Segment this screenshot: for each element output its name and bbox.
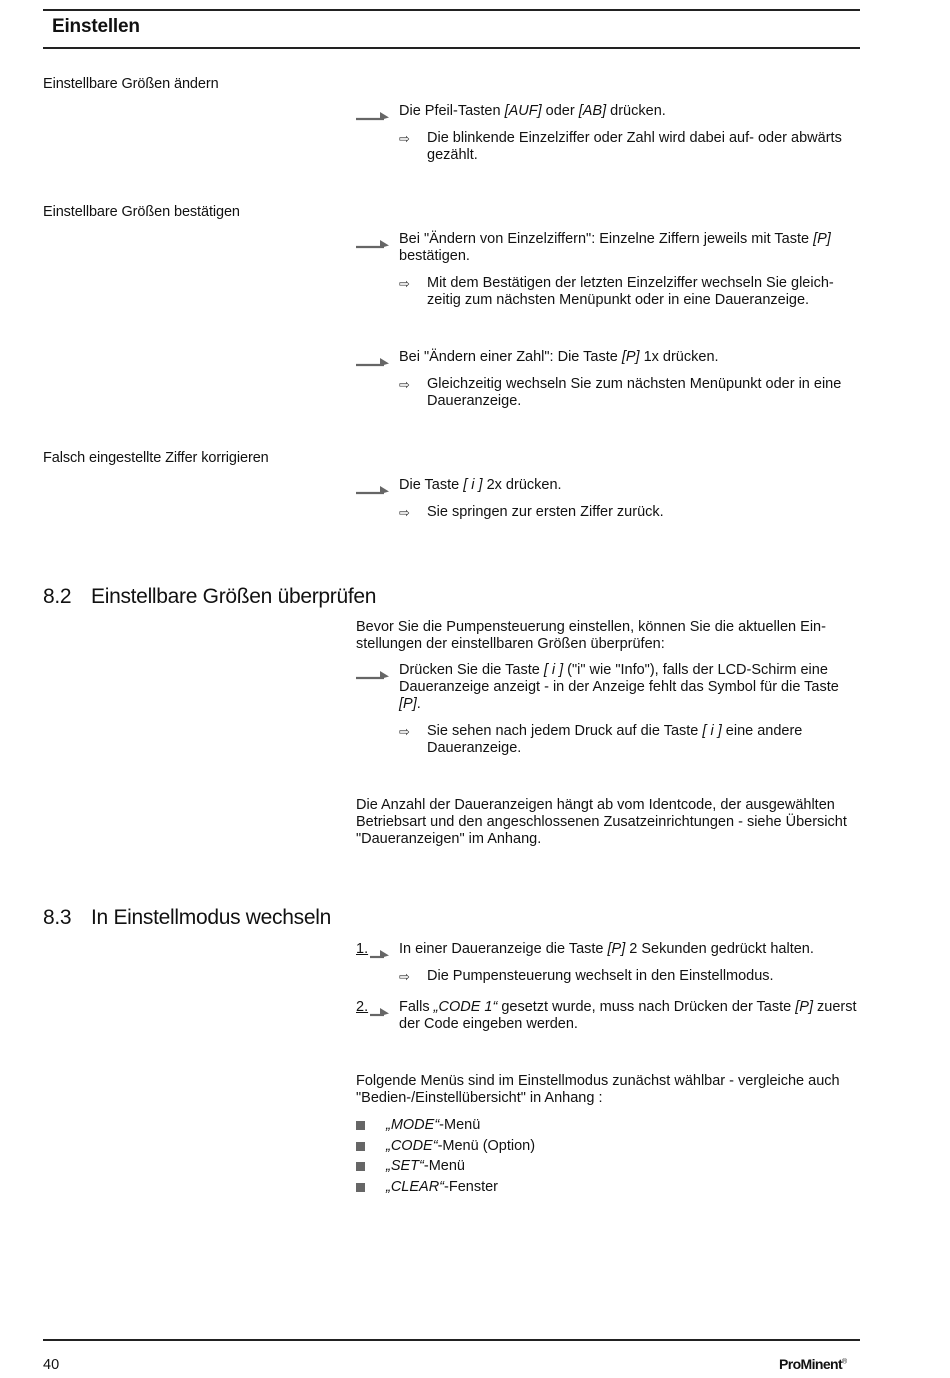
square-bullet-icon <box>356 1183 365 1192</box>
action-arrow-icon <box>370 947 390 959</box>
section-title: In Einstellmodus wechseln <box>91 906 331 929</box>
list-item: „CLEAR“-Fenster <box>386 1179 499 1195</box>
step-confirm-digits: Bei "Ändern von Einzelziffern": Einzelne Ziffern jeweils mit Taste [P] bestätigen. <box>399 231 831 264</box>
action-arrow-icon <box>356 109 390 121</box>
result-correct: Sie springen zur ersten Ziffer zurück. <box>427 504 664 520</box>
section-number: 8.2 <box>43 585 72 608</box>
action-arrow-icon <box>356 483 390 495</box>
result-arrow-icon: ⇨ <box>399 377 410 392</box>
header-bottom-rule <box>43 47 860 49</box>
heading-correct: Falsch eingestellte Ziffer korrigieren <box>43 450 269 466</box>
action-arrow-icon <box>356 668 390 680</box>
result-arrow-icon: ⇨ <box>399 724 410 739</box>
square-bullet-icon <box>356 1121 365 1130</box>
step-code: Falls „CODE 1“ gesetzt wurde, muss nach Drücken der Taste [P] zuerst der Code eingeben werden. <box>399 999 857 1032</box>
list-item: „SET“-Menü <box>386 1158 465 1174</box>
result-arrow-icon: ⇨ <box>399 276 410 291</box>
result-info: Sie sehen nach jedem Druck auf die Taste [ i ] eine andere Daueranzeige. <box>427 723 803 756</box>
chapter-title: Einstellen <box>52 16 140 37</box>
step-enter-mode: In einer Daueranzeige die Taste [P] 2 Sekunden gedrückt halten. <box>399 941 814 957</box>
menus-intro: Folgende Menüs sind im Einstellmodus zunächst wählbar - vergleiche auch "Bedien-/Einstellübersicht" in Anhang : <box>356 1073 840 1106</box>
result-confirm-digits: Mit dem Bestätigen der letzten Einzelziffer wechseln Sie gleichzeitig zum nächsten Menüpunkt oder in eine Daueranzeige. <box>427 275 834 308</box>
brand-logo: ProMinent® <box>779 1356 847 1372</box>
action-arrow-icon <box>370 1005 390 1017</box>
section-intro: Bevor Sie die Pumpensteuerung einstellen, können Sie die aktuellen Einstellungen der einstellbaren Größen überprüfen: <box>356 619 826 652</box>
action-arrow-icon <box>356 355 390 367</box>
section-number: 8.3 <box>43 906 72 929</box>
step-correct: Die Taste [ i ] 2x drücken. <box>399 477 562 493</box>
result-arrow-icon: ⇨ <box>399 969 410 984</box>
square-bullet-icon <box>356 1162 365 1171</box>
step-change: Die Pfeil-Tasten [AUF] oder [AB] drücken. <box>399 103 666 119</box>
result-enter-mode: Die Pumpensteuerung wechselt in den Einstellmodus. <box>427 968 774 984</box>
square-bullet-icon <box>356 1142 365 1151</box>
section-note: Die Anzahl der Daueranzeigen hängt ab vom Identcode, der ausgewählten Betriebsart und den angeschlossenen Zusatzeinrichtungen - siehe Übersicht "Daueranzeigen" im Anhang. <box>356 797 847 847</box>
page-number: 40 <box>43 1357 60 1373</box>
header-top-rule <box>43 9 860 11</box>
list-item: „CODE“-Menü (Option) <box>386 1138 536 1154</box>
result-arrow-icon: ⇨ <box>399 505 410 520</box>
step-confirm-number: Bei "Ändern einer Zahl": Die Taste [P] 1x drücken. <box>399 349 719 365</box>
action-arrow-icon <box>356 237 390 249</box>
step-number: 2. <box>356 999 369 1015</box>
footer-rule <box>43 1339 860 1341</box>
heading-confirm: Einstellbare Größen bestätigen <box>43 204 240 220</box>
result-arrow-icon: ⇨ <box>399 131 410 146</box>
result-confirm-number: Gleichzeitig wechseln Sie zum nächsten Menüpunkt oder in eine Daueranzeige. <box>427 376 842 409</box>
result-change: Die blinkende Einzelziffer oder Zahl wird dabei auf- oder abwärts gezählt. <box>427 130 842 163</box>
list-item: „MODE“-Menü <box>386 1117 481 1133</box>
section-title: Einstellbare Größen überprüfen <box>91 585 377 608</box>
step-number: 1. <box>356 941 369 957</box>
heading-change: Einstellbare Größen ändern <box>43 76 219 92</box>
step-info: Drücken Sie die Taste [ i ] ("i" wie "Info"), falls der LCD-Schirm eine Daueranzeige anzeigt - in der Anzeige fehlt das Symbol für die Taste [P]. <box>399 662 839 712</box>
